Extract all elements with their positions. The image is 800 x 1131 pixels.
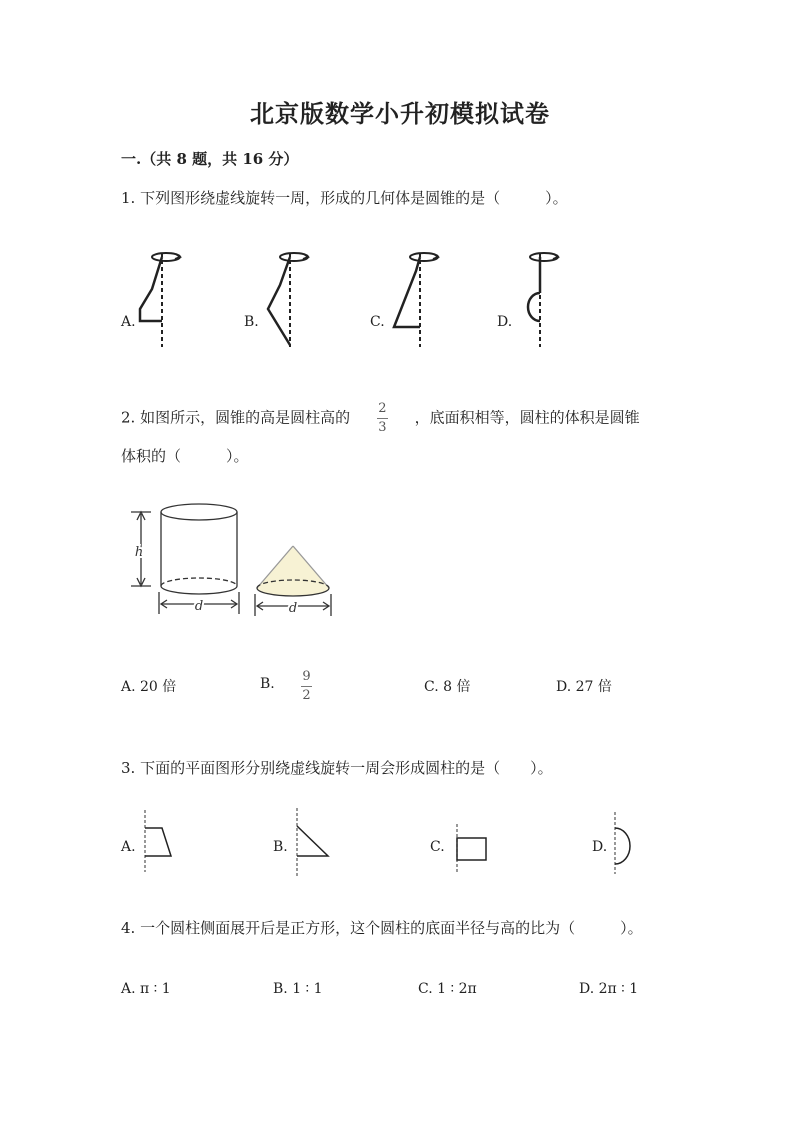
question-1-text: 1. 下列图形绕虚线旋转一周，形成的几何体是圆锥的是（ ）。: [121, 189, 568, 207]
question-2-text-line2: 体积的（ ）。: [121, 447, 249, 465]
label-d-cone: d: [288, 601, 298, 616]
fraction-bar: [301, 686, 312, 687]
q3-option-c-label[interactable]: C.: [430, 839, 445, 855]
fraction-denominator: 2: [302, 688, 311, 703]
q3-option-c-figure: [452, 822, 492, 876]
q2-option-b-fraction: [301, 670, 312, 703]
q3-option-b-figure: [290, 806, 334, 878]
question-3-text: 3. 下面的平面图形分别绕虚线旋转一周会形成圆柱的是（ ）。: [121, 759, 553, 777]
q4-option-c[interactable]: C. 1 ∶ 2π: [418, 981, 477, 997]
q4-option-a[interactable]: A. π ∶ 1: [121, 981, 171, 997]
q2-option-c[interactable]: C. 8 倍: [424, 679, 471, 695]
fraction-numerator: 2: [378, 401, 387, 416]
q1-option-d-label[interactable]: D.: [497, 314, 513, 330]
q3-option-d-figure: [610, 810, 646, 876]
page-title: 北京版数学小升初模拟试卷: [250, 99, 550, 128]
q1-option-c-label[interactable]: C.: [370, 314, 385, 330]
q1-option-c-figure: [388, 245, 448, 355]
question-4-text: 4. 一个圆柱侧面展开后是正方形，这个圆柱的底面半径与高的比为（ ）。: [121, 919, 643, 937]
q2-option-a[interactable]: A. 20 倍: [121, 679, 177, 695]
section-heading: 一.（共 8 题，共 16 分）: [121, 150, 299, 168]
question-2-text-b: ，底面积相等，圆柱的体积是圆锥: [414, 408, 640, 427]
q3-option-b-label[interactable]: B.: [273, 839, 288, 855]
fraction-denominator: 3: [378, 420, 387, 435]
q3-option-d-label[interactable]: D.: [592, 839, 608, 855]
question-2-text-line1: [121, 402, 640, 435]
question-2-text-a: 2. 如图所示，圆锥的高是圆柱高的: [121, 408, 351, 427]
q1-option-a-figure: [130, 245, 190, 355]
q3-option-a-label[interactable]: A.: [121, 839, 136, 855]
q2-cylinder-cone-figure: [125, 500, 345, 630]
fraction-bar: [377, 418, 388, 419]
q4-option-b[interactable]: B. 1 ∶ 1: [273, 981, 323, 997]
q4-option-d[interactable]: D. 2π ∶ 1: [579, 981, 639, 997]
q1-option-b-label[interactable]: B.: [244, 314, 259, 330]
q3-option-a-figure: [138, 806, 178, 876]
q2-option-b[interactable]: B.: [260, 676, 275, 692]
fraction-numerator: 9: [302, 669, 311, 684]
q2-option-d[interactable]: D. 27 倍: [556, 679, 612, 695]
label-d-cylinder: d: [194, 599, 204, 614]
q1-option-a-label[interactable]: A.: [121, 314, 136, 330]
q1-option-d-figure: [512, 245, 572, 355]
label-h: h: [134, 545, 144, 560]
q1-option-b-figure: [260, 245, 320, 355]
q2-fraction-two-thirds: [377, 402, 388, 435]
